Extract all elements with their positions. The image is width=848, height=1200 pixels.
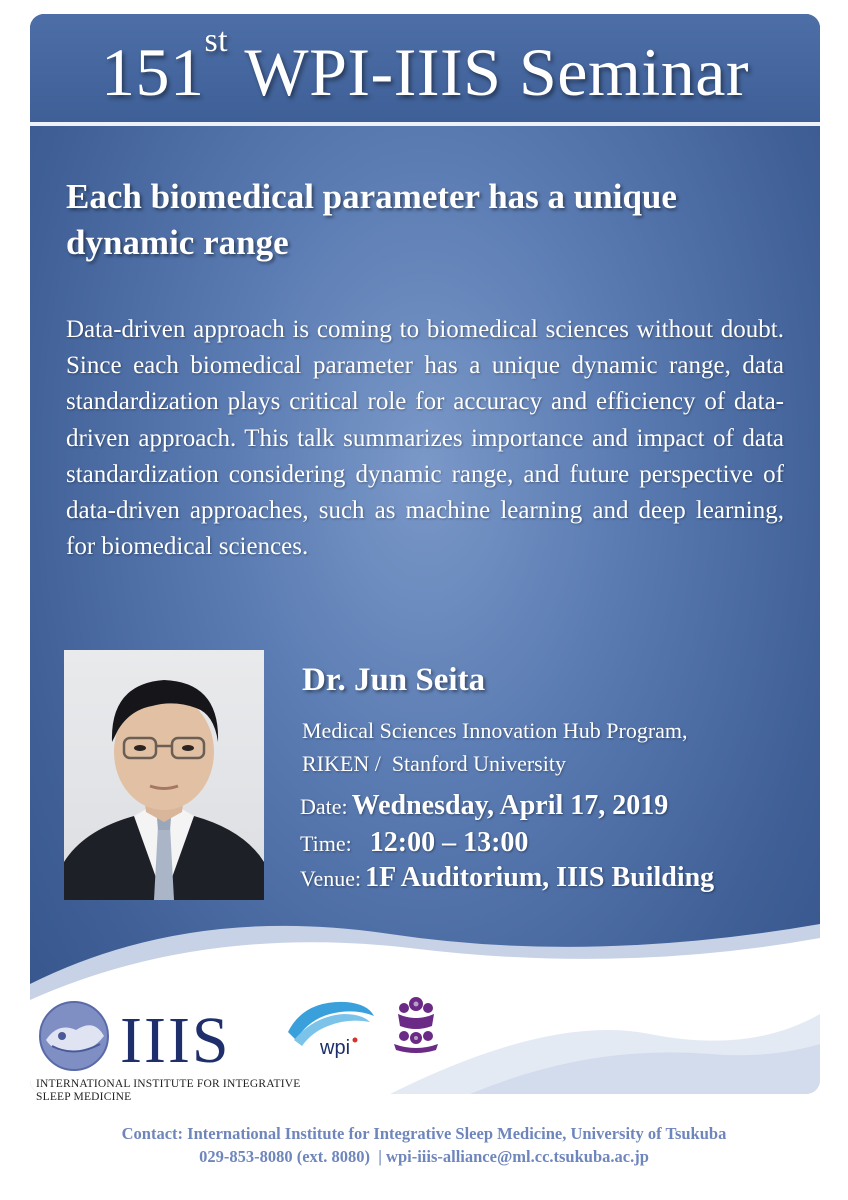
- contact-info: [0, 1122, 848, 1168]
- iiis-wordmark: IIIS: [120, 1004, 231, 1076]
- wpi-wordmark: wpi: [320, 1037, 351, 1058]
- iiis-full-name-line-2: SLEEP MEDICINE: [36, 1091, 132, 1103]
- date-label: Date:: [300, 794, 348, 819]
- speaker-name: Dr. Jun Seita: [302, 662, 486, 698]
- seminar-title: [30, 22, 820, 112]
- date-value: Wednesday, April 17, 2019: [351, 790, 669, 821]
- university-crest-icon: [384, 992, 448, 1056]
- time-value: 12:00 – 13:00: [369, 827, 529, 858]
- affiliation-line-1: Medical Sciences Innovation Hub Program,: [302, 718, 688, 743]
- contact-line-1: Contact: International Institute for Integrative Sleep Medicine, University of Tsukuba: [121, 1124, 727, 1143]
- time-row: [300, 827, 528, 859]
- speaker-photo: [64, 650, 264, 900]
- wpi-logo: [284, 996, 380, 1058]
- iiis-full-name-line-1: INTERNATIONAL INSTITUTE FOR INTEGRATIVE: [36, 1078, 301, 1090]
- venue-row: [300, 862, 714, 894]
- iiis-full-name: [36, 1078, 301, 1104]
- seminar-series-name: WPI-IIIS Seminar: [244, 34, 750, 110]
- speaker-portrait-illustration: [64, 650, 264, 900]
- talk-abstract: Data-driven approach is coming to biomedical sciences without doubt. Since each biomedical parameter has a unique dynamic range, data standardization plays critical role for accuracy and efficiency of data-driven approach. This talk summarizes importance and impact of data standardization considering dynamic range, and future perspective of data-driven approaches, such as machine learning and deep learning, for biomedical sciences.: [66, 316, 784, 561]
- title-divider: [30, 122, 820, 126]
- contact-line-2: 029-853-8080 (ext. 8080) | wpi-iiis-alliance@ml.cc.tsukuba.ac.jp: [199, 1147, 649, 1166]
- seminar-number: 151: [100, 34, 205, 110]
- talk-title: Each biomedical parameter has a unique dynamic range: [66, 177, 677, 262]
- date-row: [300, 790, 668, 822]
- seminar-ordinal: st: [204, 22, 229, 59]
- venue-value: 1F Auditorium, IIIS Building: [365, 862, 715, 893]
- speaker-affiliation: [302, 714, 688, 780]
- venue-label: Venue:: [300, 866, 362, 891]
- iiis-logo: [36, 996, 276, 1076]
- affiliation-line-2: RIKEN / Stanford University: [302, 751, 566, 776]
- seminar-poster: [30, 14, 820, 1094]
- time-label: Time:: [300, 831, 352, 856]
